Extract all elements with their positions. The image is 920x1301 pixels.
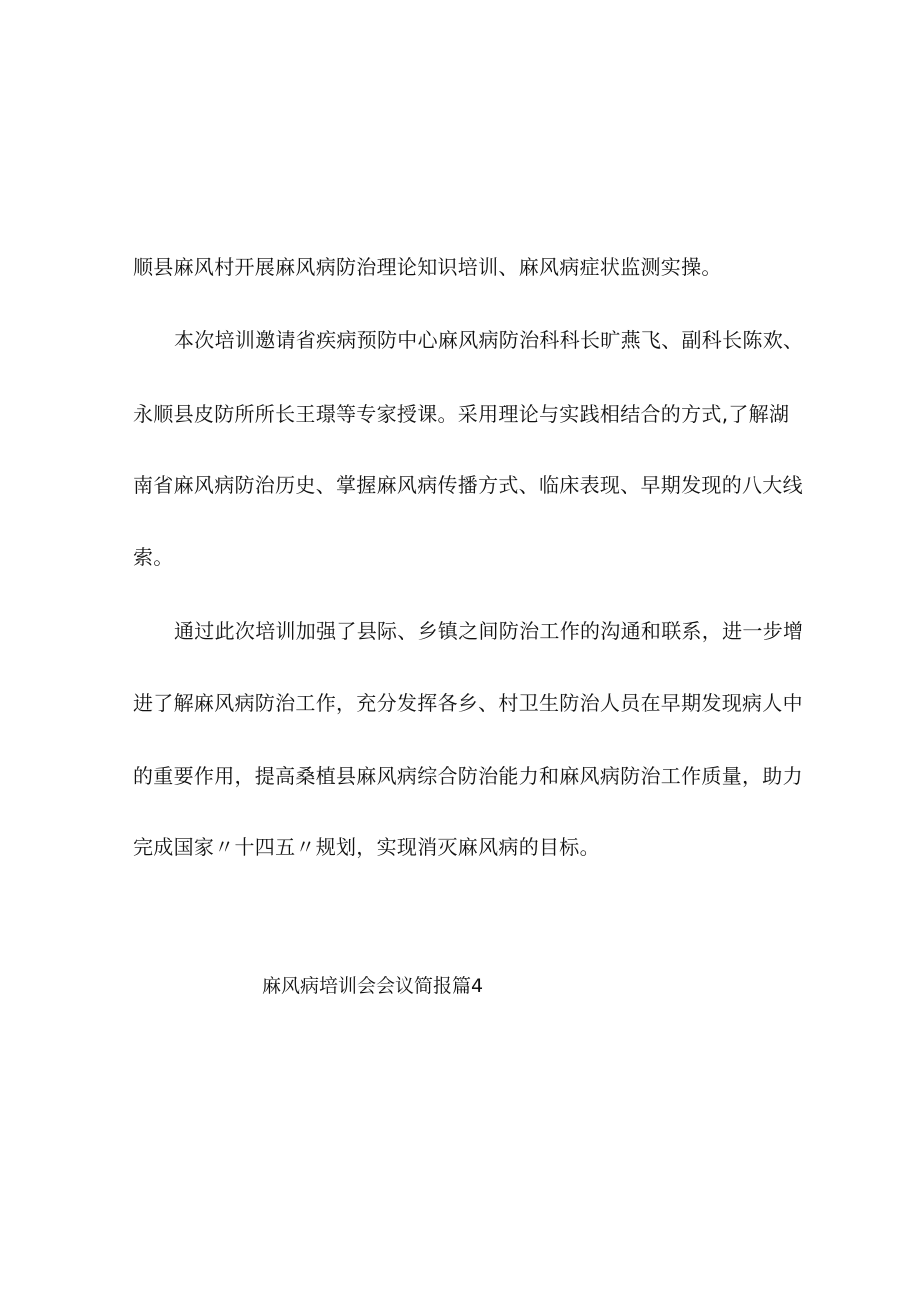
paragraph-2-line-3: 南省麻风病防治历史、掌握麻风病传播方式、临床表现、早期发现的八大线 (133, 473, 803, 497)
paragraph-1-line-1: 顺县麻风村开展麻风病防治理论知识培训、麻风病症状监测实操。 (133, 255, 722, 279)
paragraph-2-line-1: 本次培训邀请省疾病预防中心麻风病防治科科长旷燕飞、副科长陈欢、 (174, 328, 804, 352)
paragraph-3-line-2: 进了解麻风病防治工作，充分发挥各乡、村卫生防治人员在早期发现病人中 (133, 691, 803, 715)
section-heading: 麻风病培训会会议简报篇4 (262, 975, 484, 997)
paragraph-3-line-4: 完成国家〃十四五〃规划，实现消灭麻风病的目标。 (133, 835, 600, 859)
paragraph-3-line-1: 通过此次培训加强了县际、乡镇之间防治工作的沟通和联系，进一步增 (174, 619, 804, 643)
paragraph-3-line-3: 的重要作用，提高桑植县麻风病综合防治能力和麻风病防治工作质量，助力 (133, 764, 803, 788)
paragraph-2-line-4: 索。 (133, 545, 174, 569)
paragraph-2-line-2: 永顺县皮防所所长王璟等专家授课。采用理论与实践相结合的方式,了解湖 (133, 402, 790, 426)
